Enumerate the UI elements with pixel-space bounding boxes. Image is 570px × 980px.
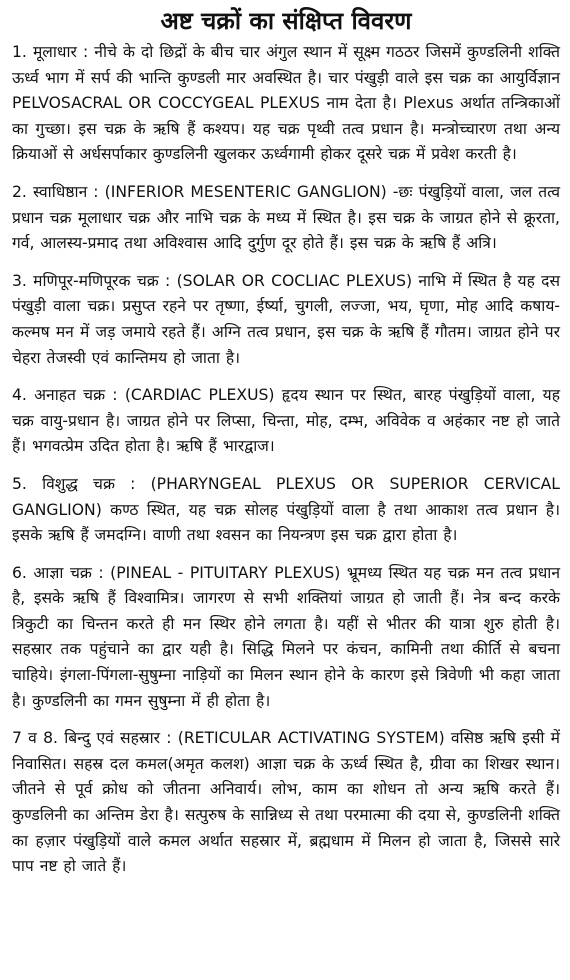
- section-heading: 6. आज्ञा चक्र :: [12, 563, 104, 582]
- section-paragraph: [12, 383, 560, 460]
- section-swadhisthana: [12, 180, 560, 257]
- section-paragraph: [12, 180, 560, 257]
- section-text: (PHARYNGEAL PLEXUS OR SUPERIOR CERVICAL GANGLION) कण्ठ स्थित, यह चक्र सोलह पंखुड़ियों वाला है तथा आकाश तत्व प्रधान है। इसके ऋषि हैं जमदग्नि। वाणी तथा श्वसन का नियन्त्रण इस चक्र द्वारा होता है।: [12, 474, 560, 545]
- section-paragraph: [12, 561, 560, 715]
- section-text: (RETICULAR ACTIVATING SYSTEM) वसिष्ठ ऋषि इसी में निवासित। सहस्र दल कमल(अमृत कलश) आज्ञा चक्र के ऊर्ध्व स्थित है, ग्रीवा का शिखर स्थान। जीतने से पूर्व क्रोध को जीतना अनिवार्य। लोभ, काम का शोधन तो अन्य ऋषि करते हैं। कुण्डलिनी का अन्तिम डेरा है। सत्पुरुष के सान्निध्य से तथा परमात्मा की दया से, कुण्डलिनी शक्ति का हज़ार पंखुड़ियों वाले कमल अर्थात सहस्रार में, ब्रह्मधाम में मिलन हो जाता है, जिससे सारे पाप नष्ट हो जाते हैं।: [12, 729, 561, 876]
- section-heading: 2. स्वाधिष्ठान :: [12, 182, 99, 201]
- section-vishuddha: [12, 472, 560, 549]
- section-paragraph: [12, 269, 560, 371]
- section-text: (SOLAR OR COCLIAC PLEXUS) नाभि में स्थित है यह दस पंखुड़ी वाला चक्र। प्रसुप्त रहने पर तृष्णा, ईर्ष्या, चुगली, लज्जा, भय, घृणा, मोह आदि कषाय-कल्मष मन में जड़ जमाये रहते हैं। अग्नि तत्व प्रधान, इस चक्र के ऋषि हैं गौतम। जाग्रत होने पर चेहरा तेजस्वी एवं कान्तिमय हो जाता है।: [12, 271, 560, 367]
- section-sahasrara: [12, 726, 560, 880]
- section-paragraph: [12, 726, 560, 880]
- section-text: (CARDIAC PLEXUS) हृदय स्थान पर स्थित, बारह पंखुड़ियों वाला, यह चक्र वायु-प्रधान है। जाग्रत होने पर लिप्सा, चिन्ता, मोह, दम्भ, अविवेक व अहंकार नष्ट हो जाते हैं। भगवत्प्रेम उदित होता है। ऋषि हैं भारद्वाज।: [12, 386, 560, 456]
- section-manipura: [12, 269, 560, 371]
- section-paragraph: [12, 40, 560, 168]
- section-paragraph: [12, 472, 560, 549]
- section-heading: 5. विशुद्ध चक्र :: [12, 474, 136, 493]
- section-text: नीचे के दो छिद्रों के बीच चार अंगुल स्थान में सूक्ष्म गठठर जिसमें कुण्डलिनी शक्ति ऊर्ध्व भाग में सर्प की भान्ति कुण्डली मार अवस्थित है। चार पंखुड़ी वाले इस चक्र का आयुर्विज्ञान PELVOSACRAL OR COCCYGEAL PLEXUS नाम देता है। Plexus अर्थात तन्त्रिकाओं का गुच्छा। इस चक्र के ऋषि हैं कश्यप। यह चक्र पृथ्वी तत्व प्रधान है। मन्त्रोच्चारण तथा अन्य क्रियाओं से अर्धसर्पाकार कुण्डलिनी खुलकर ऊर्ध्वगामी होकर दूसरे चक्र में प्रवेश करती है।: [12, 43, 560, 164]
- section-text: (PINEAL - PITUITARY PLEXUS) भ्रूमध्य स्थित यह चक्र मन तत्व प्रधान है, इसके ऋषि हैं विश्वामित्र। जागरण से सभी शक्तियां जाग्रत हो जाती हैं। नेत्र बन्द करके त्रिकुटी का चिन्तन करते ही मन स्थिर होने लगता है। यहीं से भीतर की यात्रा शुरु होती है। सहस्रार तक पहुंचाने का द्वार यही है। सिद्धि मिलने पर कंचन, कामिनी तथा कीर्ति से बचना चाहिये। इंगला-पिंगला-सुषुम्ना नाड़ियों का मिलन स्थान होने के कारण इसे त्रिवेणी भी कहा जाता है। कुण्डलिनी का गमन सुषुम्ना में ही होता है।: [12, 563, 560, 710]
- document-title: अष्ट चक्रों का संक्षिप्त विवरण: [160, 7, 412, 35]
- section-anahata: [12, 383, 560, 460]
- section-ajna: [12, 561, 560, 715]
- section-heading: 3. मणिपूर-मणिपूरक चक्र :: [12, 271, 171, 290]
- section-heading: 4. अनाहत चक्र :: [12, 386, 118, 405]
- section-heading: 7 व 8. बिन्दु एवं सहस्रार :: [12, 729, 172, 748]
- section-text: (INFERIOR MESENTERIC GANGLION) -छः पंखुड़ियों वाला, जल तत्व प्रधान चक्र मूलाधार चक्र और नाभि चक्र के मध्य में स्थित है। इस चक्र के जाग्रत होने से क्रूरता, गर्व, आलस्य-प्रमाद तथा अविश्वास आदि दुर्गुण दूर होते हैं। इस चक्र के ऋषि हैं अत्रि।: [12, 182, 560, 253]
- section-muladhara: [12, 40, 560, 168]
- section-heading: 1. मूलाधार :: [12, 43, 89, 61]
